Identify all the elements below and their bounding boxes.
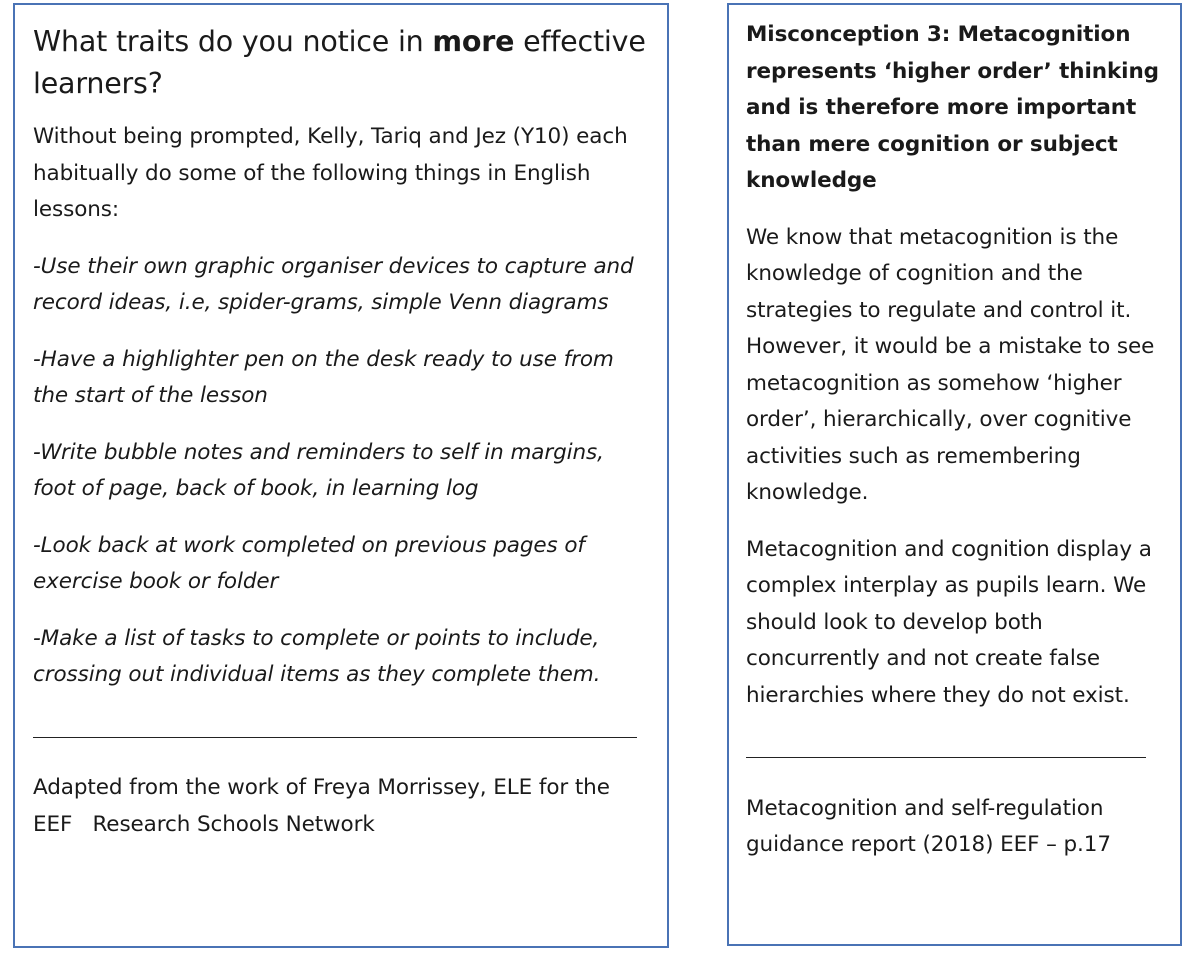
- divider-line: [33, 714, 649, 751]
- list-item: -Write bubble notes and reminders to self in margins, foot of page, back of book, in learning log: [33, 439, 604, 501]
- list-item: -Make a list of tasks to complete or points to include, crossing out individual items as they complete them.: [33, 625, 601, 687]
- misconception-title: Misconception 3: Metacognition represents ‘higher order’ thinking and is therefore more important than mere cognition or subject knowledge: [746, 22, 1159, 193]
- heading-text-end: effective learners?: [33, 25, 646, 100]
- body-paragraph-2: Metacognition and cognition display a complex interplay as pupils learn. We should look to develop both concurrently and not create false hierarchies where they do not exist.: [746, 536, 1152, 708]
- list-item: -Look back at work completed on previous pages of exercise book or folder: [33, 532, 585, 594]
- misconception-panel: [727, 3, 1182, 946]
- divider-line: [746, 734, 1164, 771]
- heading-emphasis: more: [432, 25, 515, 58]
- intro-paragraph: Without being prompted, Kelly, Tariq and Jez (Y10) each habitually do some of the following things in English lessons:: [33, 124, 628, 222]
- heading-text-start: What traits do you notice in: [33, 25, 433, 58]
- panel-heading: [33, 21, 649, 105]
- effective-learners-panel: [13, 3, 669, 948]
- body-paragraph-1: We know that metacognition is the knowledge of cognition and the strategies to regulate and control it. However, it would be a mistake to see metacognition as somehow ‘higher order’, hierarchically, over cognitive activities such as remembering knowledge.: [746, 224, 1155, 505]
- list-item: -Have a highlighter pen on the desk ready to use from the start of the lesson: [33, 346, 614, 408]
- list-item: -Use their own graphic organiser devices to capture and record ideas, i.e, spider-grams, simple Venn diagrams: [33, 253, 634, 315]
- attribution-text: Adapted from the work of Freya Morrissey, ELE for the EEF Research Schools Network: [33, 775, 617, 837]
- source-citation: Metacognition and self-regulation guidance report (2018) EEF – p.17: [746, 795, 1111, 857]
